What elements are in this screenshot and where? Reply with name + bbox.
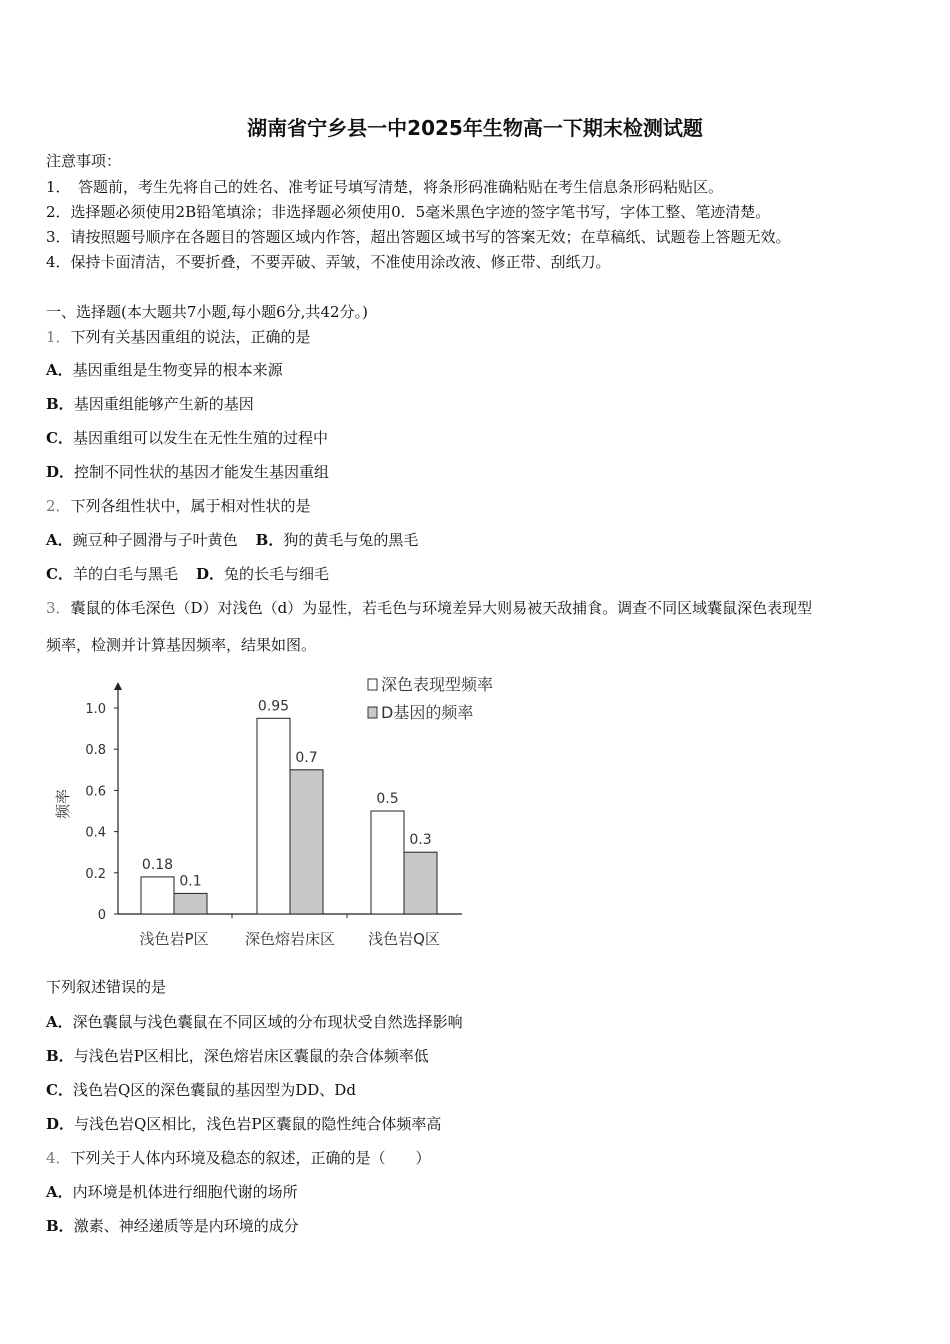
y-tick-label: 0.6 bbox=[85, 784, 106, 800]
option-d bbox=[46, 1114, 441, 1134]
section-heading: 一、选择题(本大题共7小题,每小题6分,共42分。) bbox=[46, 303, 368, 321]
page-title: 湖南省宁乡县一中2025年生物高一下期末检测试题 bbox=[247, 116, 703, 140]
bar bbox=[404, 852, 437, 914]
bar bbox=[290, 770, 323, 914]
data-label: 0.95 bbox=[257, 698, 290, 715]
data-label: 0.5 bbox=[376, 791, 399, 807]
option-b bbox=[46, 1216, 299, 1236]
legend-label: D基因的频率 bbox=[381, 703, 474, 722]
question-4 bbox=[46, 1148, 431, 1168]
question-stem: 囊鼠的体毛深色（D）对浅色（d）为显性，若毛色与环境差异大则易被天敌捕食。调查不同区域囊鼠深色表现型 bbox=[70, 599, 813, 617]
option-a bbox=[46, 1012, 463, 1032]
question-1 bbox=[46, 327, 311, 347]
question-3 bbox=[46, 598, 812, 618]
option-label: B． bbox=[255, 531, 284, 549]
notice-item: 2．选择题必须使用2B铅笔填涂；非选择题必须使用0．5毫米黑色字迹的签字笔书写，字体工整、笔迹清楚。 bbox=[46, 203, 771, 221]
bar bbox=[257, 718, 290, 914]
option-text: 狗的黄毛与兔的黑毛 bbox=[283, 531, 419, 549]
legend-label: 深色表现型频率 bbox=[381, 675, 494, 694]
y-tick-label: 0.8 bbox=[85, 743, 106, 759]
y-axis-label: 频率 bbox=[54, 788, 72, 820]
question-number: 3． bbox=[46, 599, 71, 617]
notice-item: 4．保持卡面清洁，不要折叠，不要弄破、弄皱，不准使用涂改液、修正带、刮纸刀。 bbox=[46, 253, 611, 271]
option-a bbox=[46, 360, 283, 380]
y-tick-label: 1.0 bbox=[85, 702, 106, 717]
legend bbox=[368, 675, 493, 722]
option-text: 羊的白毛与黑毛 bbox=[72, 565, 178, 583]
y-tick-label: 0.2 bbox=[85, 866, 106, 882]
x-tick-label: 深色熔岩床区 bbox=[244, 930, 336, 948]
question-stem: 下列有关基因重组的说法，正确的是 bbox=[70, 328, 311, 346]
y-tick-label: 0.4 bbox=[85, 825, 106, 841]
option-label: D． bbox=[46, 1115, 75, 1133]
notice-item: 3．请按照题号顺序在各题目的答题区域内作答，超出答题区域书写的答案无效；在草稿纸、试题卷上答题无效。 bbox=[46, 228, 791, 246]
option-c bbox=[46, 1080, 356, 1100]
option-text: 基因重组能够产生新的基因 bbox=[73, 395, 254, 413]
x-tick-label: 浅色岩Q区 bbox=[368, 930, 440, 948]
option-text: 内环境是机体进行细胞代谢的场所 bbox=[72, 1183, 298, 1201]
option-label: C． bbox=[46, 565, 73, 583]
option-label: A． bbox=[46, 1013, 73, 1031]
option-label: A． bbox=[46, 361, 73, 379]
option-text: 控制不同性状的基因才能发生基因重组 bbox=[74, 463, 330, 481]
question-number: 4． bbox=[46, 1149, 71, 1167]
option-label: B． bbox=[46, 1047, 74, 1065]
option-text: 豌豆种子圆滑与子叶黄色 bbox=[72, 531, 238, 549]
bar bbox=[174, 893, 207, 914]
notice-heading: 注意事项： bbox=[46, 152, 122, 170]
option-d bbox=[46, 462, 329, 482]
question-number: 1． bbox=[46, 328, 71, 346]
option-row-ab bbox=[46, 530, 418, 550]
question-2 bbox=[46, 496, 311, 516]
question-3-cont: 频率，检测并计算基因频率，结果如图。 bbox=[46, 636, 317, 654]
option-c bbox=[46, 428, 328, 448]
option-a bbox=[46, 1182, 298, 1202]
option-text: 浅色岩Q区的深色囊鼠的基因型为DD、Dd bbox=[72, 1081, 356, 1099]
option-text: 深色囊鼠与浅色囊鼠在不同区域的分布现状受自然选择影响 bbox=[72, 1013, 463, 1031]
option-b bbox=[46, 1046, 429, 1066]
option-label: D． bbox=[195, 565, 224, 583]
question-stem: 下列关于人体内环境及稳态的叙述，正确的是（ ） bbox=[70, 1149, 431, 1167]
bar-chart bbox=[50, 672, 520, 957]
option-b bbox=[46, 394, 254, 414]
option-label: D． bbox=[46, 463, 75, 481]
bar bbox=[141, 877, 174, 914]
y-tick-label: 0 bbox=[97, 908, 106, 923]
option-text: 基因重组可以发生在无性生殖的过程中 bbox=[72, 429, 328, 447]
data-label: 0.7 bbox=[295, 749, 318, 766]
y-axis bbox=[114, 682, 122, 914]
question-number: 2． bbox=[46, 497, 71, 515]
option-row-cd bbox=[46, 564, 329, 584]
option-label: B． bbox=[46, 1217, 74, 1235]
option-text: 基因重组是生物变异的根本来源 bbox=[72, 361, 283, 379]
option-label: B． bbox=[46, 395, 74, 413]
bar bbox=[371, 811, 404, 914]
question-3-prompt: 下列叙述错误的是 bbox=[46, 978, 167, 996]
legend-swatch-d-gene bbox=[368, 707, 377, 718]
option-label: A． bbox=[46, 531, 73, 549]
question-stem: 下列各组性状中，属于相对性状的是 bbox=[70, 497, 311, 515]
option-text: 与浅色岩P区相比，深色熔岩床区囊鼠的杂合体频率低 bbox=[73, 1047, 429, 1065]
data-label: 0.3 bbox=[409, 832, 432, 849]
option-text: 兔的长毛与细毛 bbox=[223, 565, 329, 583]
option-label: C． bbox=[46, 429, 73, 447]
legend-swatch-dark-phenotype bbox=[368, 679, 377, 690]
option-text: 激素、神经递质等是内环境的成分 bbox=[73, 1217, 299, 1235]
data-label: 0.18 bbox=[141, 856, 174, 873]
x-tick-label: 浅色岩P区 bbox=[139, 930, 209, 948]
option-label: C． bbox=[46, 1081, 73, 1099]
option-text: 与浅色岩Q区相比，浅色岩P区囊鼠的隐性纯合体频率高 bbox=[74, 1115, 442, 1133]
notice-item: 1． 答题前，考生先将自己的姓名、准考证号填写清楚，将条形码准确粘贴在考生信息条形码粘贴区。 bbox=[46, 178, 724, 196]
data-label: 0.1 bbox=[179, 873, 202, 890]
option-label: A． bbox=[46, 1183, 73, 1201]
